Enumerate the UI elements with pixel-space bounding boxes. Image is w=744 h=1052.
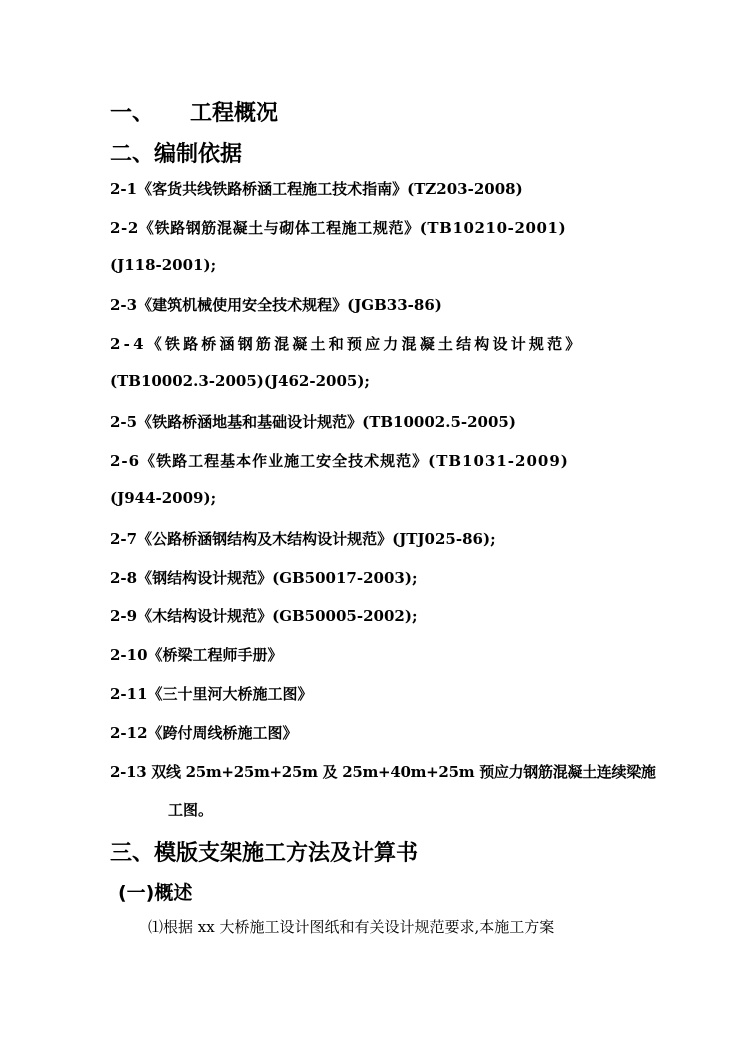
reference-item: 2-9《木结构设计规范》(GB50005-2002); xyxy=(110,607,418,625)
reference-item: 2-13 双线 25m+25m+25m 及 25m+40m+25m 预应力钢筋混凝土连续梁施 xyxy=(110,763,656,781)
reference-item-continuation: (TB10002.3-2005)(J462-2005); xyxy=(110,372,370,390)
reference-item: 2-1《客货共线铁路桥涵工程施工技术指南》(TZ203-2008) xyxy=(110,180,523,198)
reference-item: 2-6《铁路工程基本作业施工安全技术规范》(TB1031-2009) xyxy=(110,452,569,470)
section-heading-2: 二、编制依据 xyxy=(110,142,243,167)
reference-item-continuation: (J944-2009); xyxy=(110,489,217,507)
reference-item: 2-5《铁路桥涵地基和基础设计规范》(TB10002.5-2005) xyxy=(110,413,516,431)
section-heading-1 xyxy=(110,96,278,127)
reference-item: 2-11《三十里河大桥施工图》 xyxy=(110,685,313,703)
reference-item: 2-8《钢结构设计规范》(GB50017-2003); xyxy=(110,569,418,587)
reference-item: 2-4《铁路桥涵钢筋混凝土和预应力混凝土结构设计规范》 xyxy=(110,335,584,353)
reference-item: 2-2《铁路钢筋混凝土与砌体工程施工规范》(TB10210-2001) xyxy=(110,219,567,237)
reference-item-continuation: (J118-2001); xyxy=(110,256,217,274)
body-paragraph: ⑴根据 xx 大桥施工设计图纸和有关设计规范要求,本施工方案 xyxy=(148,918,555,936)
reference-item-continuation: 工图。 xyxy=(168,801,214,819)
subsection-heading: (一)概述 xyxy=(118,882,193,904)
reference-item: 2-12《跨付周线桥施工图》 xyxy=(110,724,298,742)
section-heading-3: 三、模版支架施工方法及计算书 xyxy=(110,841,419,866)
reference-item: 2-7《公路桥涵钢结构及木结构设计规范》(JTJ025-86); xyxy=(110,530,496,548)
reference-item: 2-3《建筑机械使用安全技术规程》(JGB33-86) xyxy=(110,296,442,314)
section-title: 工程概况 xyxy=(190,101,279,126)
reference-item: 2-10《桥梁工程师手册》 xyxy=(110,646,283,664)
section-number: 一、 xyxy=(110,101,155,126)
